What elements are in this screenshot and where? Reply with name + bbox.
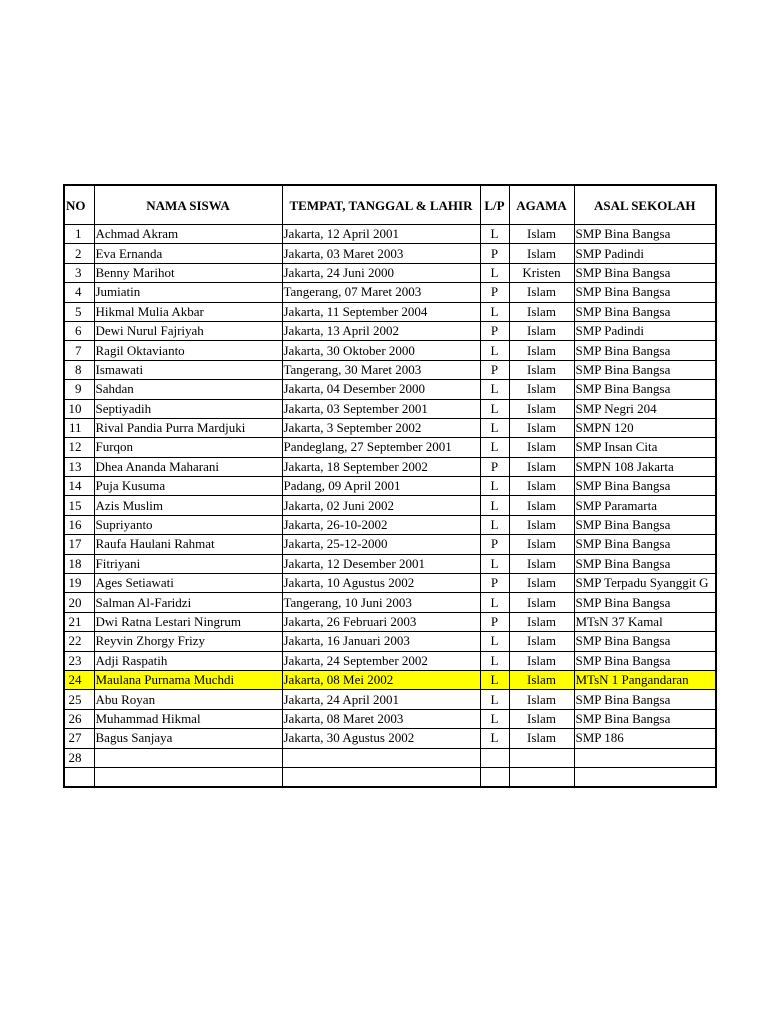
cell-asal-sekolah: SMP Bina Bangsa — [574, 263, 716, 282]
table-row — [64, 496, 716, 515]
cell-lp: P — [480, 535, 509, 554]
cell-lp: P — [480, 612, 509, 631]
cell-no: 27 — [64, 729, 94, 748]
cell-tempat-tanggal-lahir: Jakarta, 04 Desember 2000 — [282, 380, 480, 399]
cell-agama: Islam — [509, 321, 574, 340]
cell-tempat-tanggal-lahir: Tangerang, 30 Maret 2003 — [282, 360, 480, 379]
cell-nama-siswa: Eva Ernanda — [94, 244, 282, 263]
cell-nama-siswa: Furqon — [94, 438, 282, 457]
cell-nama-siswa: Dwi Ratna Lestari Ningrum — [94, 612, 282, 631]
cell-no: 17 — [64, 535, 94, 554]
cell-lp: L — [480, 690, 509, 709]
cell-no: 2 — [64, 244, 94, 263]
table-row — [64, 670, 716, 689]
cell-nama-siswa: Bagus Sanjaya — [94, 729, 282, 748]
cell-tempat-tanggal-lahir: Jakarta, 24 September 2002 — [282, 651, 480, 670]
cell-asal-sekolah: SMP Bina Bangsa — [574, 690, 716, 709]
cell-tempat-tanggal-lahir: Jakarta, 25-12-2000 — [282, 535, 480, 554]
cell-agama: Islam — [509, 496, 574, 515]
cell-lp: L — [480, 341, 509, 360]
cell-agama: Islam — [509, 632, 574, 651]
cell-no: 25 — [64, 690, 94, 709]
cell-nama-siswa: Ismawati — [94, 360, 282, 379]
table-row — [64, 612, 716, 631]
cell-tempat-tanggal-lahir: Jakarta, 30 Agustus 2002 — [282, 729, 480, 748]
cell-no: 16 — [64, 515, 94, 534]
cell-no: 23 — [64, 651, 94, 670]
table-row — [64, 690, 716, 709]
cell-nama-siswa: Supriyanto — [94, 515, 282, 534]
cell-agama: Islam — [509, 399, 574, 418]
cell-tempat-tanggal-lahir: Jakarta, 08 Mei 2002 — [282, 670, 480, 689]
cell-nama-siswa — [94, 767, 282, 787]
table-row — [64, 380, 716, 399]
cell-tempat-tanggal-lahir — [282, 767, 480, 787]
cell-tempat-tanggal-lahir: Jakarta, 11 September 2004 — [282, 302, 480, 321]
cell-lp: L — [480, 496, 509, 515]
table-row — [64, 709, 716, 728]
table-row — [64, 651, 716, 670]
cell-tempat-tanggal-lahir: Jakarta, 03 Maret 2003 — [282, 244, 480, 263]
header-tempat-tanggal-lahir: TEMPAT, TANGGAL & LAHIR — [282, 185, 480, 225]
cell-tempat-tanggal-lahir: Jakarta, 26 Februari 2003 — [282, 612, 480, 631]
cell-agama: Islam — [509, 535, 574, 554]
table-row — [64, 729, 716, 748]
cell-no: 21 — [64, 612, 94, 631]
cell-tempat-tanggal-lahir: Jakarta, 30 Oktober 2000 — [282, 341, 480, 360]
table-row — [64, 244, 716, 263]
cell-agama: Islam — [509, 612, 574, 631]
cell-no — [64, 767, 94, 787]
student-table-sheet — [63, 184, 717, 788]
cell-tempat-tanggal-lahir: Jakarta, 12 April 2001 — [282, 225, 480, 244]
table-row — [64, 302, 716, 321]
header-lp: L/P — [480, 185, 509, 225]
cell-asal-sekolah: MTsN 1 Pangandaran — [574, 670, 716, 689]
cell-nama-siswa: Abu Royan — [94, 690, 282, 709]
cell-lp: L — [480, 225, 509, 244]
cell-agama: Islam — [509, 283, 574, 302]
cell-agama: Islam — [509, 574, 574, 593]
cell-lp: L — [480, 709, 509, 728]
cell-nama-siswa: Puja Kusuma — [94, 477, 282, 496]
cell-no: 20 — [64, 593, 94, 612]
cell-asal-sekolah — [574, 767, 716, 787]
cell-tempat-tanggal-lahir: Jakarta, 24 Juni 2000 — [282, 263, 480, 282]
table-row — [64, 341, 716, 360]
cell-agama: Islam — [509, 341, 574, 360]
cell-asal-sekolah: SMPN 108 Jakarta — [574, 457, 716, 476]
table-row — [64, 748, 716, 767]
cell-agama: Islam — [509, 457, 574, 476]
cell-no: 1 — [64, 225, 94, 244]
cell-tempat-tanggal-lahir: Jakarta, 08 Maret 2003 — [282, 709, 480, 728]
cell-lp: L — [480, 515, 509, 534]
cell-no: 4 — [64, 283, 94, 302]
cell-nama-siswa: Jumiatin — [94, 283, 282, 302]
cell-lp: L — [480, 418, 509, 437]
cell-lp: L — [480, 729, 509, 748]
cell-asal-sekolah: SMP Padindi — [574, 321, 716, 340]
cell-tempat-tanggal-lahir: Jakarta, 16 Januari 2003 — [282, 632, 480, 651]
cell-lp: P — [480, 457, 509, 476]
cell-nama-siswa: Adji Raspatih — [94, 651, 282, 670]
cell-asal-sekolah: SMP Bina Bangsa — [574, 302, 716, 321]
cell-lp: L — [480, 380, 509, 399]
cell-no: 15 — [64, 496, 94, 515]
cell-agama: Islam — [509, 670, 574, 689]
cell-no: 26 — [64, 709, 94, 728]
cell-tempat-tanggal-lahir: Padang, 09 April 2001 — [282, 477, 480, 496]
cell-asal-sekolah: SMPN 120 — [574, 418, 716, 437]
cell-agama: Islam — [509, 244, 574, 263]
header-nama-siswa: NAMA SISWA — [94, 185, 282, 225]
cell-no: 6 — [64, 321, 94, 340]
cell-tempat-tanggal-lahir: Jakarta, 26-10-2002 — [282, 515, 480, 534]
cell-agama: Islam — [509, 302, 574, 321]
cell-asal-sekolah: SMP Bina Bangsa — [574, 515, 716, 534]
cell-agama: Islam — [509, 554, 574, 573]
table-row — [64, 515, 716, 534]
cell-agama: Islam — [509, 709, 574, 728]
cell-agama: Islam — [509, 515, 574, 534]
cell-agama: Islam — [509, 360, 574, 379]
cell-lp: P — [480, 283, 509, 302]
cell-lp: L — [480, 670, 509, 689]
table-row — [64, 554, 716, 573]
table-row — [64, 632, 716, 651]
cell-no: 11 — [64, 418, 94, 437]
cell-asal-sekolah: SMP Padindi — [574, 244, 716, 263]
table-row — [64, 477, 716, 496]
cell-asal-sekolah: SMP Bina Bangsa — [574, 593, 716, 612]
cell-lp: L — [480, 632, 509, 651]
cell-tempat-tanggal-lahir: Jakarta, 10 Agustus 2002 — [282, 574, 480, 593]
cell-tempat-tanggal-lahir: Jakarta, 12 Desember 2001 — [282, 554, 480, 573]
cell-asal-sekolah: SMP Bina Bangsa — [574, 283, 716, 302]
cell-asal-sekolah: SMP Bina Bangsa — [574, 477, 716, 496]
cell-nama-siswa — [94, 748, 282, 767]
cell-asal-sekolah: SMP Bina Bangsa — [574, 380, 716, 399]
cell-no: 5 — [64, 302, 94, 321]
cell-asal-sekolah: SMP Bina Bangsa — [574, 225, 716, 244]
cell-nama-siswa: Azis Muslim — [94, 496, 282, 515]
cell-no: 22 — [64, 632, 94, 651]
cell-nama-siswa: Sahdan — [94, 380, 282, 399]
cell-no: 8 — [64, 360, 94, 379]
cell-lp: L — [480, 263, 509, 282]
cell-asal-sekolah: SMP Insan Cita — [574, 438, 716, 457]
cell-lp: P — [480, 321, 509, 340]
cell-agama — [509, 767, 574, 787]
cell-tempat-tanggal-lahir: Jakarta, 18 September 2002 — [282, 457, 480, 476]
table-row — [64, 438, 716, 457]
cell-lp — [480, 767, 509, 787]
header-no: NO — [64, 185, 94, 225]
cell-no: 19 — [64, 574, 94, 593]
table-header-row — [64, 185, 716, 225]
table-row — [64, 225, 716, 244]
cell-nama-siswa: Muhammad Hikmal — [94, 709, 282, 728]
cell-agama: Islam — [509, 418, 574, 437]
cell-tempat-tanggal-lahir: Jakarta, 3 September 2002 — [282, 418, 480, 437]
cell-lp: L — [480, 438, 509, 457]
cell-no: 24 — [64, 670, 94, 689]
cell-asal-sekolah: SMP Bina Bangsa — [574, 651, 716, 670]
cell-tempat-tanggal-lahir: Tangerang, 07 Maret 2003 — [282, 283, 480, 302]
student-table — [63, 184, 717, 788]
cell-no: 7 — [64, 341, 94, 360]
table-row — [64, 399, 716, 418]
cell-no: 13 — [64, 457, 94, 476]
cell-agama: Islam — [509, 380, 574, 399]
header-agama: AGAMA — [509, 185, 574, 225]
cell-nama-siswa: Achmad Akram — [94, 225, 282, 244]
cell-no: 12 — [64, 438, 94, 457]
cell-nama-siswa: Salman Al-Faridzi — [94, 593, 282, 612]
cell-asal-sekolah: SMP 186 — [574, 729, 716, 748]
cell-no: 3 — [64, 263, 94, 282]
cell-asal-sekolah: SMP Bina Bangsa — [574, 632, 716, 651]
cell-asal-sekolah: SMP Paramarta — [574, 496, 716, 515]
cell-no: 18 — [64, 554, 94, 573]
cell-asal-sekolah: SMP Bina Bangsa — [574, 709, 716, 728]
cell-tempat-tanggal-lahir: Tangerang, 10 Juni 2003 — [282, 593, 480, 612]
cell-tempat-tanggal-lahir: Jakarta, 03 September 2001 — [282, 399, 480, 418]
cell-asal-sekolah: SMP Negri 204 — [574, 399, 716, 418]
cell-nama-siswa: Reyvin Zhorgy Frizy — [94, 632, 282, 651]
table-row — [64, 283, 716, 302]
cell-agama: Islam — [509, 651, 574, 670]
cell-lp: L — [480, 302, 509, 321]
cell-tempat-tanggal-lahir: Pandeglang, 27 September 2001 — [282, 438, 480, 457]
cell-lp — [480, 748, 509, 767]
cell-tempat-tanggal-lahir: Jakarta, 02 Juni 2002 — [282, 496, 480, 515]
table-row — [64, 321, 716, 340]
cell-nama-siswa: Dewi Nurul Fajriyah — [94, 321, 282, 340]
cell-nama-siswa: Maulana Purnama Muchdi — [94, 670, 282, 689]
cell-nama-siswa: Fitriyani — [94, 554, 282, 573]
table-row — [64, 263, 716, 282]
cell-nama-siswa: Rival Pandia Purra Mardjuki — [94, 418, 282, 437]
cell-nama-siswa: Dhea Ananda Maharani — [94, 457, 282, 476]
cell-lp: L — [480, 477, 509, 496]
cell-lp: P — [480, 574, 509, 593]
cell-no: 10 — [64, 399, 94, 418]
cell-asal-sekolah — [574, 748, 716, 767]
cell-tempat-tanggal-lahir — [282, 748, 480, 767]
cell-agama: Islam — [509, 225, 574, 244]
cell-lp: P — [480, 244, 509, 263]
cell-asal-sekolah: SMP Bina Bangsa — [574, 535, 716, 554]
cell-asal-sekolah: SMP Bina Bangsa — [574, 554, 716, 573]
header-asal-sekolah: ASAL SEKOLAH — [574, 185, 716, 225]
cell-nama-siswa: Hikmal Mulia Akbar — [94, 302, 282, 321]
table-row — [64, 593, 716, 612]
cell-asal-sekolah: MTsN 37 Kamal — [574, 612, 716, 631]
table-row — [64, 767, 716, 787]
cell-lp: L — [480, 651, 509, 670]
cell-agama: Islam — [509, 729, 574, 748]
cell-agama: Islam — [509, 690, 574, 709]
table-body — [64, 225, 716, 788]
cell-agama: Kristen — [509, 263, 574, 282]
cell-nama-siswa: Ages Setiawati — [94, 574, 282, 593]
cell-no: 14 — [64, 477, 94, 496]
cell-no: 9 — [64, 380, 94, 399]
cell-agama — [509, 748, 574, 767]
cell-no: 28 — [64, 748, 94, 767]
cell-lp: L — [480, 399, 509, 418]
table-row — [64, 574, 716, 593]
cell-agama: Islam — [509, 593, 574, 612]
cell-asal-sekolah: SMP Terpadu Syanggit G — [574, 574, 716, 593]
cell-lp: P — [480, 360, 509, 379]
cell-tempat-tanggal-lahir: Jakarta, 24 April 2001 — [282, 690, 480, 709]
cell-agama: Islam — [509, 438, 574, 457]
cell-lp: L — [480, 554, 509, 573]
cell-asal-sekolah: SMP Bina Bangsa — [574, 360, 716, 379]
cell-nama-siswa: Benny Marihot — [94, 263, 282, 282]
cell-nama-siswa: Septiyadih — [94, 399, 282, 418]
cell-lp: L — [480, 593, 509, 612]
table-row — [64, 457, 716, 476]
table-row — [64, 418, 716, 437]
cell-nama-siswa: Raufa Haulani Rahmat — [94, 535, 282, 554]
table-row — [64, 535, 716, 554]
cell-tempat-tanggal-lahir: Jakarta, 13 April 2002 — [282, 321, 480, 340]
table-row — [64, 360, 716, 379]
cell-asal-sekolah: SMP Bina Bangsa — [574, 341, 716, 360]
cell-agama: Islam — [509, 477, 574, 496]
cell-nama-siswa: Ragil Oktavianto — [94, 341, 282, 360]
